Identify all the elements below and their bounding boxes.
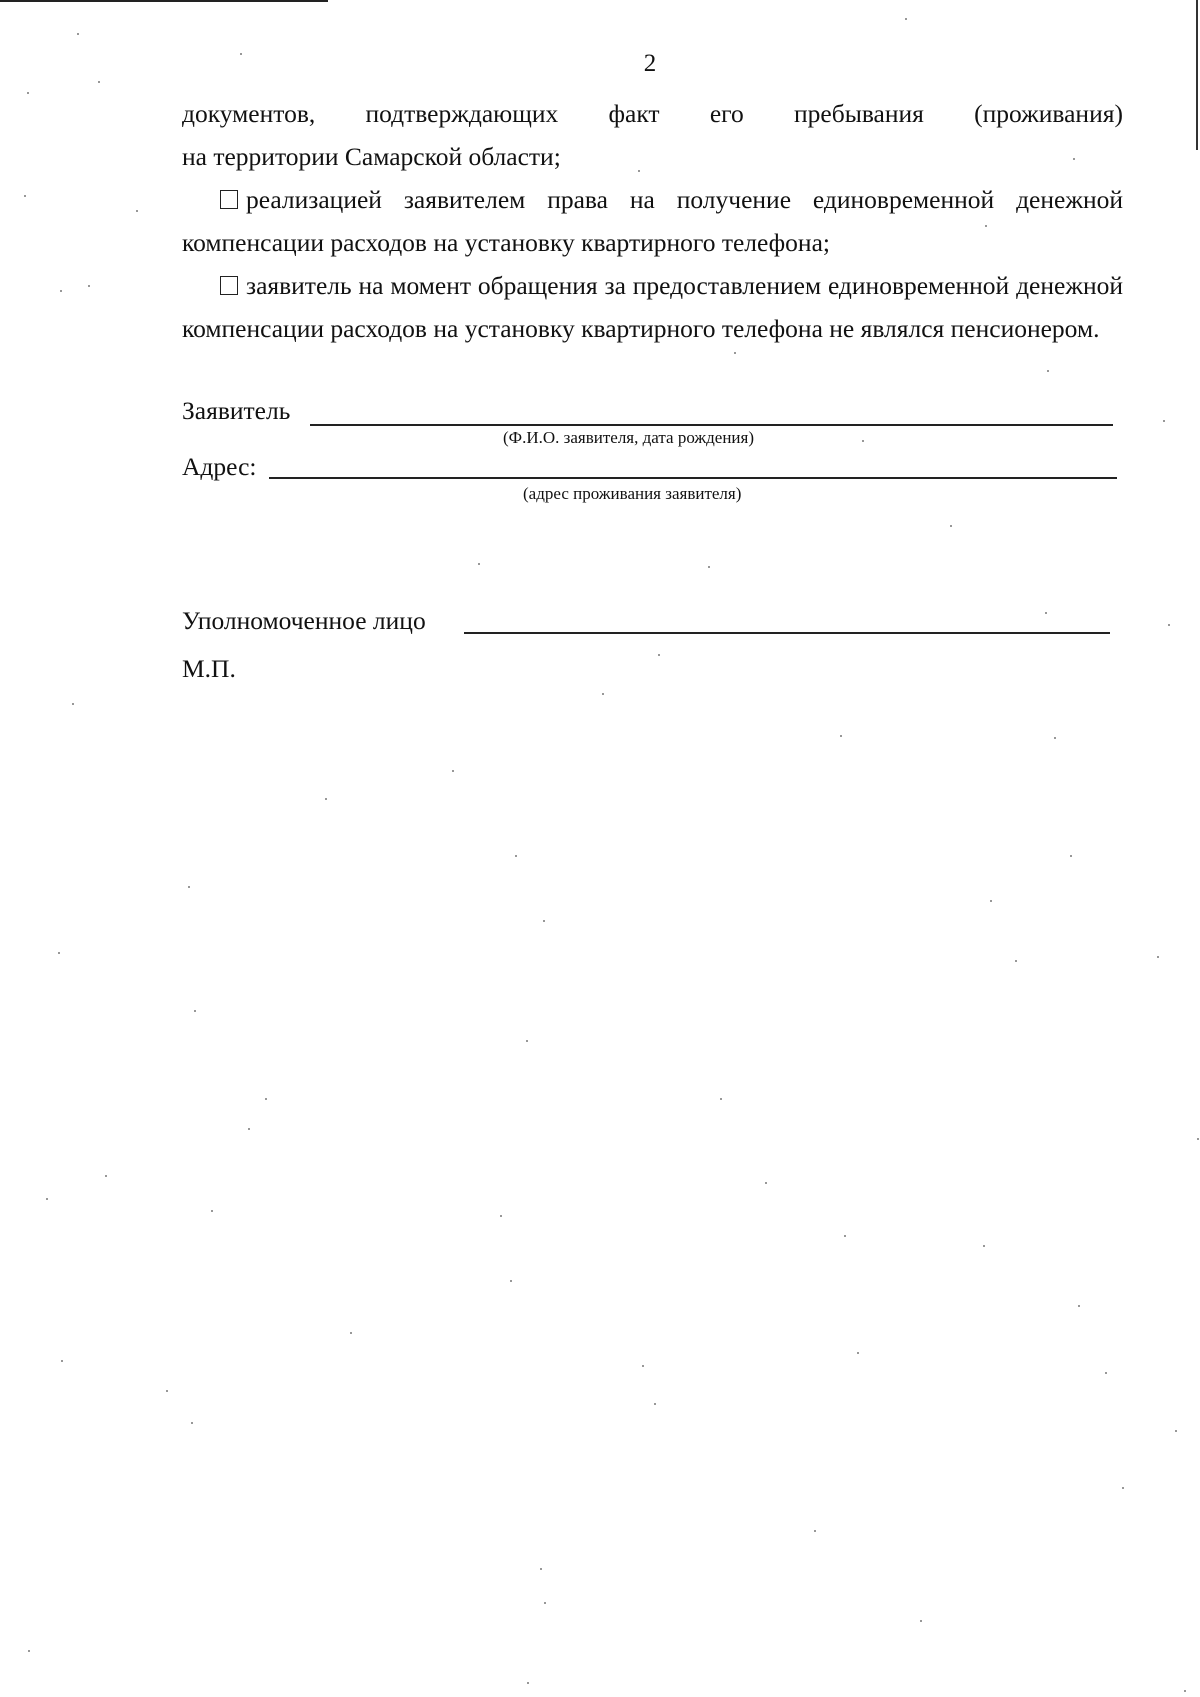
paragraph-2 (182, 178, 1123, 264)
checkbox[interactable] (220, 190, 238, 209)
applicant-label: Заявитель (182, 396, 291, 425)
address-caption: (адрес проживания заявителя) (523, 484, 742, 503)
page-number: 2 (643, 50, 657, 77)
scan-edge-line (0, 0, 328, 2)
checkbox[interactable] (220, 276, 238, 295)
authorized-person-label: Уполномоченное лицо (182, 606, 426, 635)
paragraph-2-block (182, 178, 1123, 264)
paragraph-1-line-2-block (182, 135, 1123, 178)
stamp-label: М.П. (182, 654, 236, 683)
word: пребывания (794, 99, 924, 128)
word: (проживания) (974, 99, 1123, 128)
word: его (709, 99, 744, 128)
word: документов, (182, 99, 316, 128)
paragraph-2-text: реализацией заявителем права на получение единовременной денежной компенсации расходов на установку квартирного телефона; (182, 185, 1123, 257)
address-label: Адрес: (182, 452, 257, 481)
authorized-person-signature-line[interactable] (464, 632, 1110, 634)
paragraph-1-line-1 (182, 92, 1123, 135)
paragraph-3 (182, 264, 1123, 350)
word: факт (608, 99, 660, 128)
paragraph-1-line-2: на территории Самарской области; (182, 142, 561, 171)
word: подтверждающих (365, 99, 559, 128)
applicant-caption: (Ф.И.О. заявителя, дата рождения) (503, 428, 755, 447)
applicant-input-line[interactable] (310, 424, 1113, 426)
paragraph-3-text: заявитель на момент обращения за предоставлением единовременной денежной компенсации расходов на установку квартирного телефона не являлся пенсионером. (182, 271, 1123, 343)
paragraph-3-block (182, 264, 1123, 350)
address-input-line[interactable] (269, 477, 1117, 479)
